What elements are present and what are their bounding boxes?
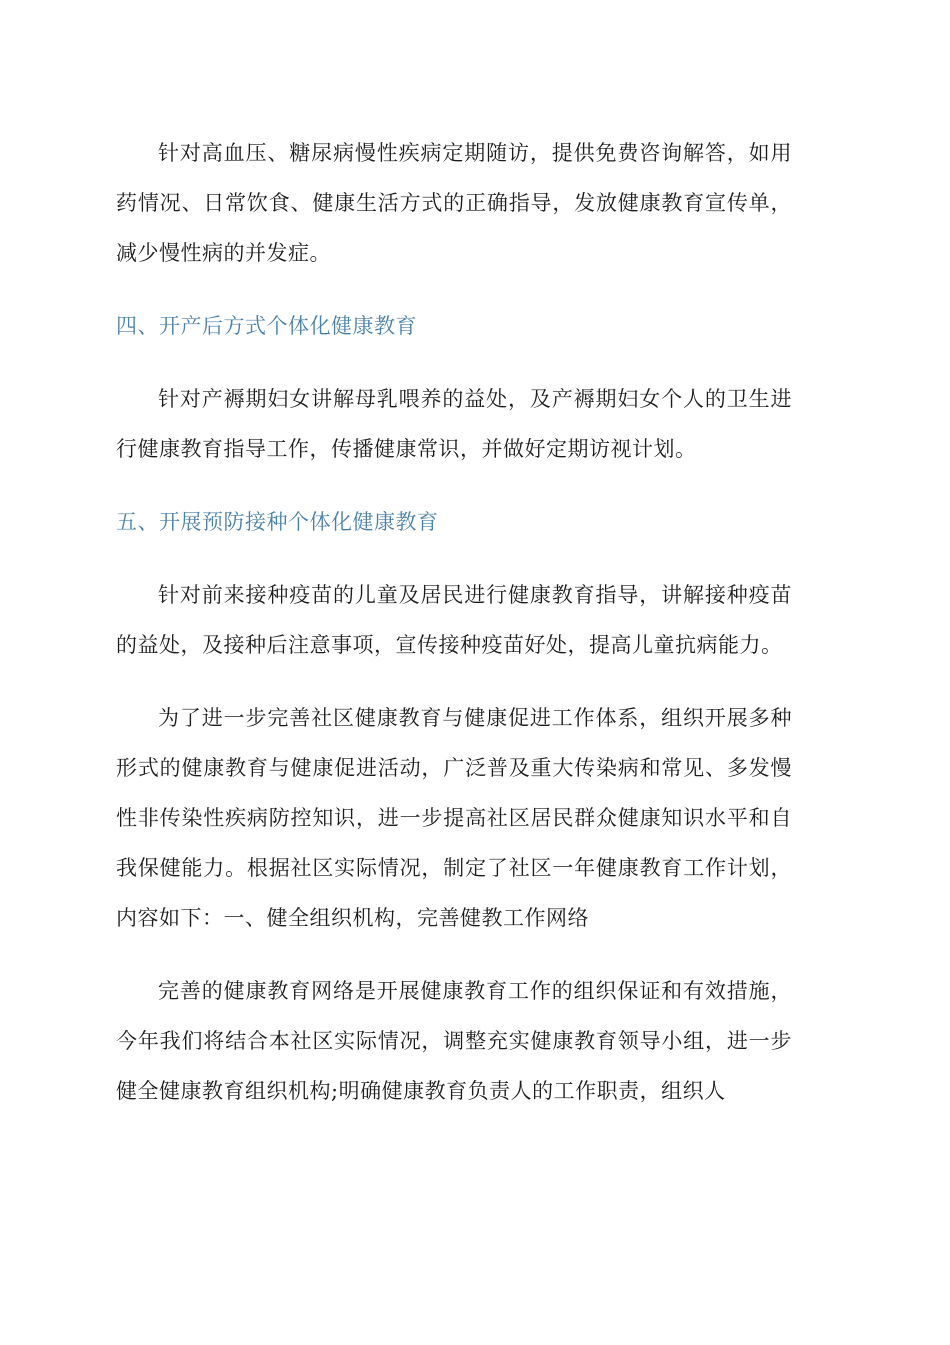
paragraph-chronic-disease: 针对高血压、糖尿病慢性疾病定期随访，提供免费咨询解答，如用药情况、日常饮食、健康生活方式的正确指导，发放健康教育宣传单，减少慢性病的并发症。 xyxy=(116,141,792,265)
document-body xyxy=(116,128,792,1116)
paragraph-gap xyxy=(116,351,792,374)
paragraph-gap xyxy=(116,278,792,301)
paragraph-annual-plan: 为了进一步完善社区健康教育与健康促进工作体系，组织开展多种形式的健康教育与健康促进活动，广泛普及重大传染病和常见、多发慢性非传染性疾病防控知识，进一步提高社区居民群众健康知识水平和自我保健能力。根据社区实际情况，制定了社区一年健康教育工作计划，内容如下：一、健全组织机构，完善健教工作网络 xyxy=(116,706,792,930)
section-heading-vaccination: 五、开展预防接种个体化健康教育 xyxy=(116,510,439,534)
paragraph-postpartum: 针对产褥期妇女讲解母乳喂养的益处，及产褥期妇女个人的卫生进行健康教育指导工作，传播健康常识，并做好定期访视计划。 xyxy=(116,387,792,461)
paragraph-gap xyxy=(116,943,792,966)
paragraph-education-network: 完善的健康教育网络是开展健康教育工作的组织保证和有效措施，今年我们将结合本社区实际情况，调整充实健康教育领导小组，进一步健全健康教育组织机构;明确健康教育负责人的工作职责，组织人 xyxy=(116,979,792,1103)
section-heading-postpartum: 四、开产后方式个体化健康教育 xyxy=(116,314,417,338)
paragraph-gap xyxy=(116,547,792,570)
paragraph-gap xyxy=(116,670,792,693)
paragraph-vaccination: 针对前来接种疫苗的儿童及居民进行健康教育指导，讲解接种疫苗的益处，及接种后注意事项，宣传接种疫苗好处，提高儿童抗病能力。 xyxy=(116,583,792,657)
paragraph-gap xyxy=(116,474,792,497)
